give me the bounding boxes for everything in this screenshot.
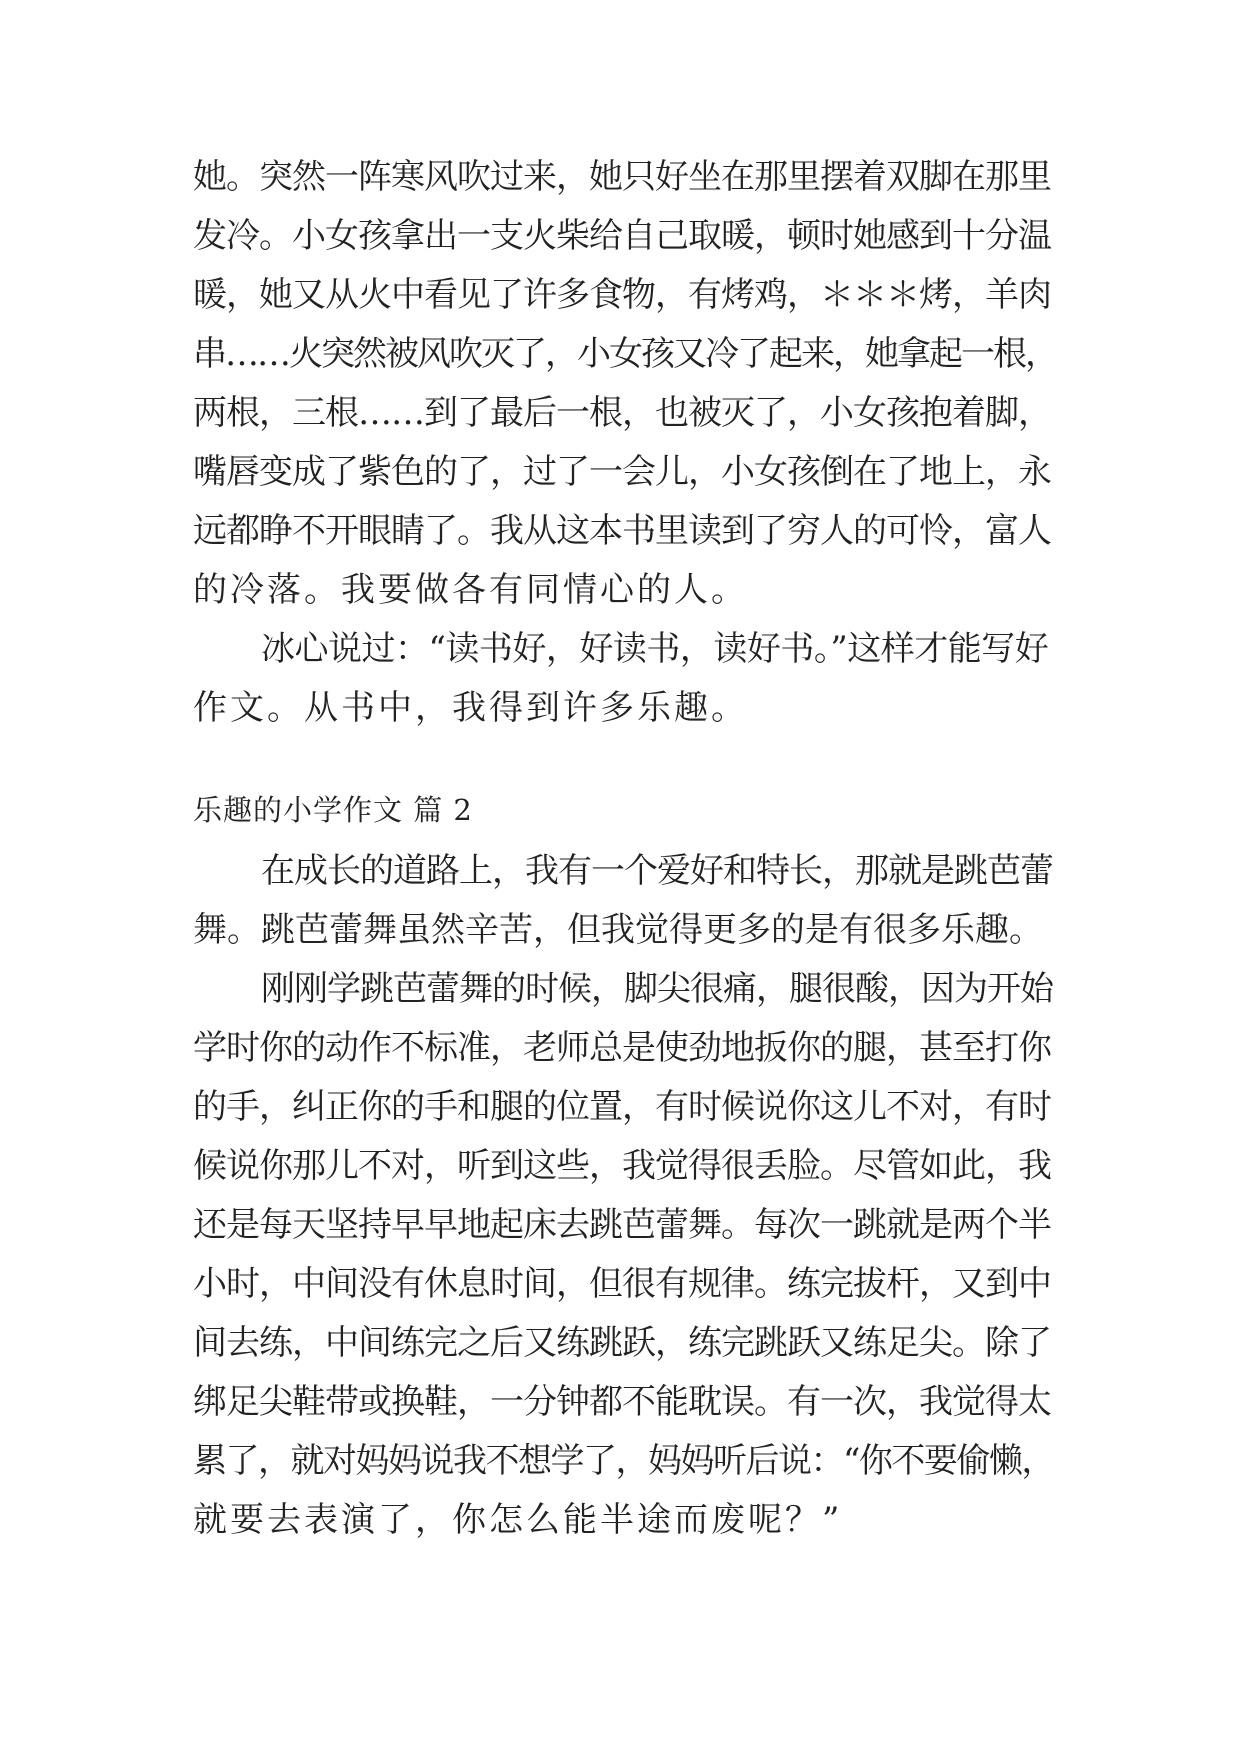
paragraph-intro [193,842,1055,960]
text-line: 累了，就对妈妈说我不想学了，妈妈听后说：“你不要偷懒， [193,1441,1054,1481]
text-line: 刚刚学跳芭蕾舞的时候，脚尖很痛，腿很酸，因为开始 [261,969,1053,1009]
text-line: 的冷落。我要做各有同情心的人。 [193,570,748,610]
paragraph-closing [193,620,1055,738]
text-line: 间去练，中间练完之后又练跳跃，练完跳跃又练足尖。除了 [193,1323,1051,1363]
text-line: 候说你那儿不对，听到这些，我觉得很丢脸。尽管如此，我 [193,1146,1051,1186]
text-line: 嘴唇变成了紫色的了，过了一会儿，小女孩倒在了地上，永 [193,452,1051,492]
text-line: 绑足尖鞋带或换鞋，一分钟都不能耽误。有一次，我觉得太 [193,1382,1051,1422]
text-line: 的手，纠正你的手和腿的位置，有时候说你这儿不对，有时 [193,1087,1051,1127]
paragraph-story-ending [193,148,1055,620]
text-line: 串……火突然被风吹灭了，小女孩又冷了起来，她拿起一根， [193,334,1057,374]
text-line: 就要去表演了，你怎么能半途而废呢？” [193,1500,843,1540]
text-line: 学时你的动作不标准，老师总是使劲地扳你的腿，甚至打你 [193,1028,1051,1068]
text-line: 两根，三根……到了最后一根，也被灭了，小女孩抱着脚， [193,393,1051,433]
paragraph-ballet [193,960,1055,1550]
text-line: 还是每天坚持早早地起床去跳芭蕾舞。每次一跳就是两个半 [193,1205,1051,1245]
text-line: 作文。从书中，我得到许多乐趣。 [193,688,748,728]
text-line: 冰心说过：“读书好，好读书，读好书。”这样才能写好 [261,629,1049,669]
text-line: 小时，中间没有休息时间，但很有规律。练完拔杆，又到中 [193,1264,1051,1304]
section-heading: 乐趣的小学作文 篇 2 [193,793,473,827]
text-line: 在成长的道路上，我有一个爱好和特长，那就是跳芭蕾 [261,851,1053,891]
text-line: 发冷。小女孩拿出一支火柴给自己取暖，顿时她感到十分温 [193,216,1051,256]
text-line: 她。突然一阵寒风吹过来，她只好坐在那里摆着双脚在那里 [193,157,1051,197]
text-line: 舞。跳芭蕾舞虽然辛苦，但我觉得更多的是有很多乐趣。 [193,910,1043,950]
document-page [193,148,1055,1550]
text-line: 远都睁不开眼睛了。我从这本书里读到了穷人的可怜，富人 [193,511,1051,551]
text-line: 暖，她又从火中看见了许多食物，有烤鸡，＊＊＊烤，羊肉 [193,275,1051,315]
